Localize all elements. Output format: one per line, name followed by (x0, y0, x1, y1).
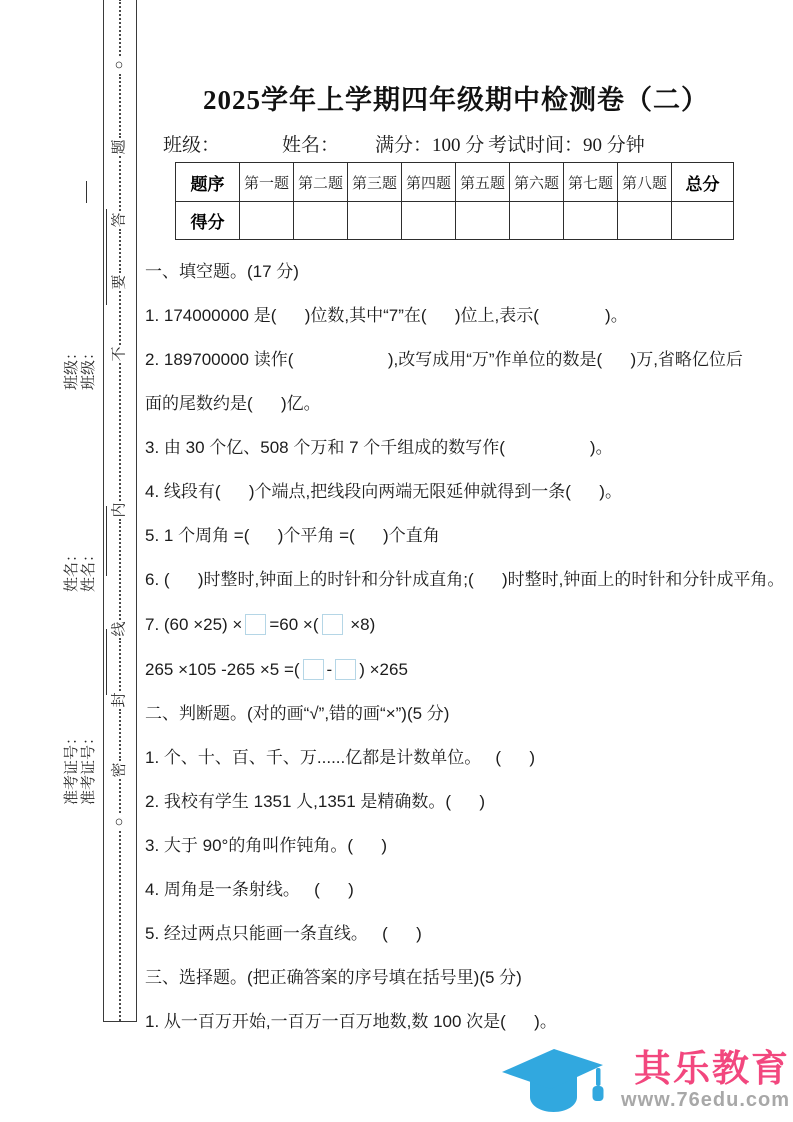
question-line: 2. 189700000 读作( ),改写成用“万”作单位的数是( )万,省略亿位后 (145, 350, 743, 369)
score-cell (510, 202, 564, 240)
score-cell (402, 202, 456, 240)
graduation-cap-icon (500, 1042, 608, 1118)
section-heading: 二、判断题。(对的画“√”,错的画“×”)(5 分) (145, 704, 450, 723)
seal-char: 线 (111, 621, 128, 637)
brand-url: www.76edu.com (621, 1089, 790, 1111)
score-table-col: 第一题 (240, 163, 294, 202)
score-table-col: 第六题 (510, 163, 564, 202)
score-cell (672, 202, 734, 240)
score-table-col: 第四题 (402, 163, 456, 202)
answer-box (245, 614, 266, 635)
score-table (175, 162, 734, 240)
seal-dots (119, 363, 121, 501)
score-table-score-row (176, 202, 734, 240)
question-line: 1. 个、十、百、千、万......亿都是计数单位。 ( ) (145, 748, 536, 767)
question-line: 1. 从一百万开始,一百万一百万地数,数 100 次是( )。 (145, 1012, 557, 1031)
seal-dots (119, 831, 121, 1021)
brand-footer (500, 1042, 790, 1118)
equation-text: 265 ×105 -265 ×5 =( (145, 660, 300, 679)
exam-time-label: 考试时间：90 分钟 (488, 135, 645, 156)
equation-text: - (326, 660, 333, 679)
equation-text: =60 ×( (269, 615, 319, 634)
score-table-col: 第三题 (348, 163, 402, 202)
answer-box (335, 659, 356, 680)
seal-dots (119, 156, 121, 211)
question-line: 6. ( )时整时,钟面上的时针和分针成直角;( )时整时,钟面上的时针和分针成平角。 (145, 570, 785, 589)
seal-char: ○ (112, 817, 128, 827)
seal-line-column (103, 0, 137, 1022)
seal-char: 封 (111, 692, 128, 708)
score-table-col: 第五题 (456, 163, 510, 202)
score-cell (456, 202, 510, 240)
seal-dots (119, 638, 121, 691)
score-cell (348, 202, 402, 240)
score-table-col: 第二题 (294, 163, 348, 202)
seal-dots (119, 779, 121, 813)
score-cell (240, 202, 294, 240)
margin-label-text: 班级： (81, 344, 97, 390)
section-heading: 三、选择题。(把正确答案的序号填在括号里)(5 分) (145, 968, 522, 987)
class-field-label: 班级： (163, 135, 221, 156)
score-cell (618, 202, 672, 240)
question-line: 2. 我校有学生 1351 人,1351 是精确数。( ) (145, 792, 486, 811)
margin-label-text: 姓名： (81, 546, 97, 592)
question-line: 5. 经过两点只能画一条直线。 ( ) (145, 924, 422, 943)
score-row-label: 得分 (176, 202, 240, 240)
question-line: 4. 周角是一条射线。 ( ) (145, 880, 354, 899)
seal-dots (119, 709, 121, 761)
score-table-col: 第七题 (564, 163, 618, 202)
seal-char: 密 (111, 762, 128, 778)
question-line-equation (145, 659, 785, 680)
margin-label-text: 班级： (64, 344, 80, 390)
seal-char: 要 (111, 274, 128, 290)
question-line: 5. 1 个周角 =( )个平角 =( )个直角 (145, 526, 440, 545)
margin-label-text: 姓名： (64, 546, 80, 592)
seal-char: 题 (111, 139, 128, 155)
question-body (145, 262, 785, 1056)
seal-dots (119, 229, 121, 273)
section-heading: 一、填空题。(17 分) (145, 262, 299, 281)
seal-dots (119, 291, 121, 345)
score-table-total: 总分 (672, 163, 734, 202)
exam-info-line (145, 130, 767, 154)
seal-char: 答 (111, 212, 128, 228)
name-field-label: 姓名： (282, 135, 340, 156)
page-title: 2025学年上学期四年级期中检测卷（二） (203, 85, 709, 115)
score-table-header-row (176, 163, 734, 202)
score-table-col: 第八题 (618, 163, 672, 202)
score-table-corner: 题序 (176, 163, 240, 202)
equation-text: 7. (60 ×25) × (145, 615, 243, 634)
margin-divider-line (86, 181, 87, 203)
score-cell (564, 202, 618, 240)
seal-char: 不 (111, 346, 128, 362)
margin-label-text: 准考证号： (81, 729, 97, 805)
seal-dots (119, 74, 121, 138)
question-line-equation (145, 614, 785, 635)
answer-box (322, 614, 343, 635)
score-cell (294, 202, 348, 240)
answer-box (303, 659, 324, 680)
seal-char: 内 (111, 502, 128, 518)
margin-label-text: 准考证号： (64, 729, 80, 805)
seal-dots (119, 519, 121, 620)
question-line: 4. 线段有( )个端点,把线段向两端无限延伸就得到一条( )。 (145, 482, 622, 501)
seal-char: ○ (112, 60, 128, 70)
equation-text: ) ×265 (359, 660, 408, 679)
question-line: 1. 174000000 是( )位数,其中“7”在( )位上,表示( )。 (145, 306, 628, 325)
question-line: 3. 由 30 个亿、508 个万和 7 个千组成的数写作( )。 (145, 438, 613, 457)
question-line: 3. 大于 90°的角叫作钝角。( ) (145, 836, 387, 855)
seal-dots (119, 0, 121, 56)
brand-name: 其乐教育 (634, 1048, 790, 1089)
equation-text: ×8) (345, 615, 376, 634)
full-score-label: 满分：100 分 (375, 135, 485, 156)
question-line: 面的尾数约是( )亿。 (145, 394, 321, 413)
